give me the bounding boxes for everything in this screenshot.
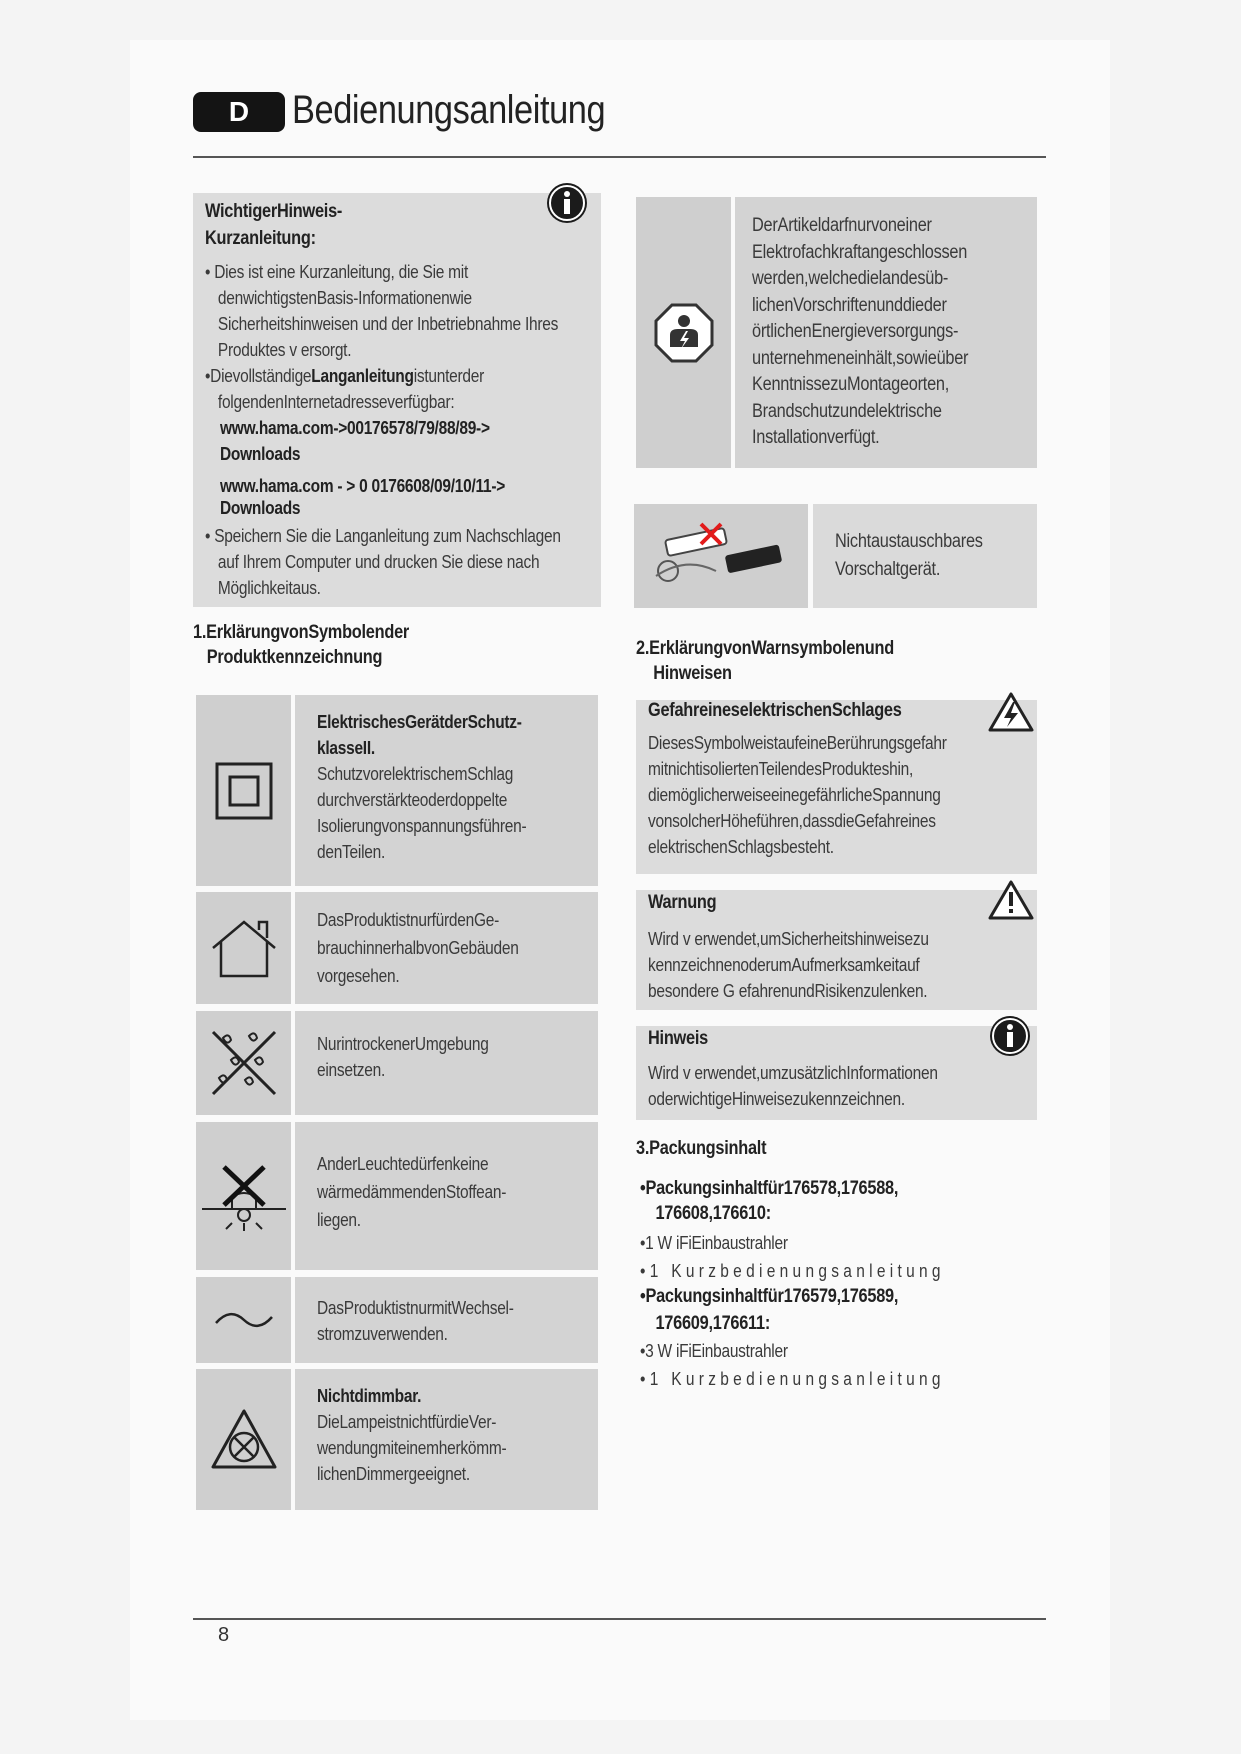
- section-1-title: 1.ErklärungvonSymbolender Produktkennzeichnung: [193, 622, 410, 668]
- notice-title-2: Kurzanleitung:: [205, 228, 316, 249]
- hint-title: Hinweis: [648, 1028, 708, 1049]
- section-3-title: 3.Packungsinhalt: [636, 1138, 767, 1159]
- hint-text: Wird v erwendet,umzusätzlichInformationen oderwichtigeHinweisezukennzeichnen.: [648, 1063, 938, 1109]
- page-title: Bedienungsanleitung: [292, 88, 606, 132]
- symbol-row-6-text: Nichtdimmbar. DieLampeistnichtfürdieVer- wendungmiteinemherkömm- lichenDimmergeeignet.: [295, 1369, 598, 1510]
- ballast-icon: [634, 504, 808, 608]
- house-icon: [196, 892, 291, 1004]
- warning-icon: [988, 880, 1034, 920]
- page-number: 8: [218, 1624, 229, 1646]
- symbol-row-2-text: DasProduktistnurfürdenGe- brauchinnerhalbvonGebäuden vorgesehen.: [295, 892, 598, 1004]
- notice-bullet-1: • Dies ist eine Kurzanleitung, die Sie mit denwichtigstenBasis-Informationenwie Sicherheitshinweisen und der Inbetriebnahme Ihres Produktes v ersorgt.: [205, 262, 559, 360]
- class-ii-icon: [196, 695, 291, 886]
- electric-shock-warning-icon: [988, 692, 1034, 732]
- package-contents: •Packungsinhaltfür176578,176588, 176608,176610: •1 W iFiEinbaustrahler •1 Kurzbedienungsanleitung •Packungsinhaltfür176579,176589, 176609,176611: •3 W iFiEinbaustrahler •1 Kurzbedienungsanleitung: [640, 1178, 945, 1389]
- electrician-icon: [636, 197, 731, 468]
- electrician-text: DerArtikeldarfnurvoneiner Elektrofachkraftangeschlossen werden,welchedielandesüb- lichenVorschriftenunddieder örtlichenEnergieversorgungs- unternehmeneinhält,sowieüber KenntnissezuMontageorten, Brandschutzundelektrische Installationverfügt.: [752, 215, 969, 448]
- info-icon: [988, 1014, 1032, 1058]
- ac-current-icon: [196, 1277, 291, 1363]
- warning-text: Wird v erwendet,umSicherheitshinweisezu kennzeichnenoderumAufmerksamkeitauf besondere G efahrenundRisikenzulenken.: [648, 929, 929, 1001]
- symbol-row-4-text: AnderLeuchtedürfenkeine wärmedämmendenStoffean- liegen.: [295, 1122, 598, 1270]
- warning-title: Warnung: [648, 892, 717, 913]
- electrician-text-cell: [735, 197, 1037, 468]
- download-link-1[interactable]: www.hama.com->00176578/79/88/89-> Downloads: [220, 418, 490, 464]
- header-rule: [193, 156, 1046, 158]
- footer-rule: [193, 1618, 1046, 1620]
- important-notice-box: [193, 193, 601, 607]
- no-insulation-cover-icon: [196, 1122, 291, 1270]
- download-link-2[interactable]: www.hama.com - > 0 0176608/09/10/11-> Downloads: [220, 476, 506, 518]
- no-moisture-icon: [196, 1011, 291, 1115]
- notice-bullet-2: •DievollständigeLanganleitungistunterder folgendenInternetadresseverfügbar:: [205, 366, 485, 412]
- electric-shock-warning-title: GefahreineselektrischenSchlages: [648, 700, 902, 721]
- ballast-text-cell: [813, 504, 1037, 608]
- language-badge: D: [193, 92, 285, 132]
- not-dimmable-icon: [196, 1369, 291, 1510]
- ballast-text: Nichtaustauschbares Vorschaltgerät.: [835, 531, 983, 580]
- electric-shock-warning-box: [636, 700, 1037, 874]
- symbol-row-3-text: NurintrockenerUmgebung einsetzen.: [295, 1011, 598, 1115]
- symbol-row-5-text: DasProduktistnurmitWechsel- stromzuverwenden.: [295, 1277, 598, 1363]
- info-icon: [545, 181, 589, 225]
- notice-bullet-3: • Speichern Sie die Langanleitung zum Nachschlagen auf Ihrem Computer und drucken Sie diese nach Möglichkeitaus.: [205, 526, 561, 598]
- hint-box: [636, 1026, 1037, 1120]
- notice-title-1: WichtigerHinweis-: [205, 201, 343, 222]
- section-2-title: 2.ErklärungvonWarnsymbolenund Hinweisen: [636, 638, 894, 684]
- warning-box: [636, 890, 1037, 1010]
- electric-shock-warning-text: DiesesSymbolweistaufeineBerührungsgefahr mitnichtisoliertenTeilendesProdukteshin, diemöglicherweiseeinegefährlicheSpannung vonsolcherHöheführen,dassdieGefahreines elektrischenSchlagsbesteht.: [648, 733, 947, 857]
- symbol-row-1-text: ElektrischesGerätderSchutz- klasseII. SchutzvorelektrischemSchlag durchverstärkteoderdoppelte Isolierungvonspannungsführen- denTeilen.: [295, 695, 598, 886]
